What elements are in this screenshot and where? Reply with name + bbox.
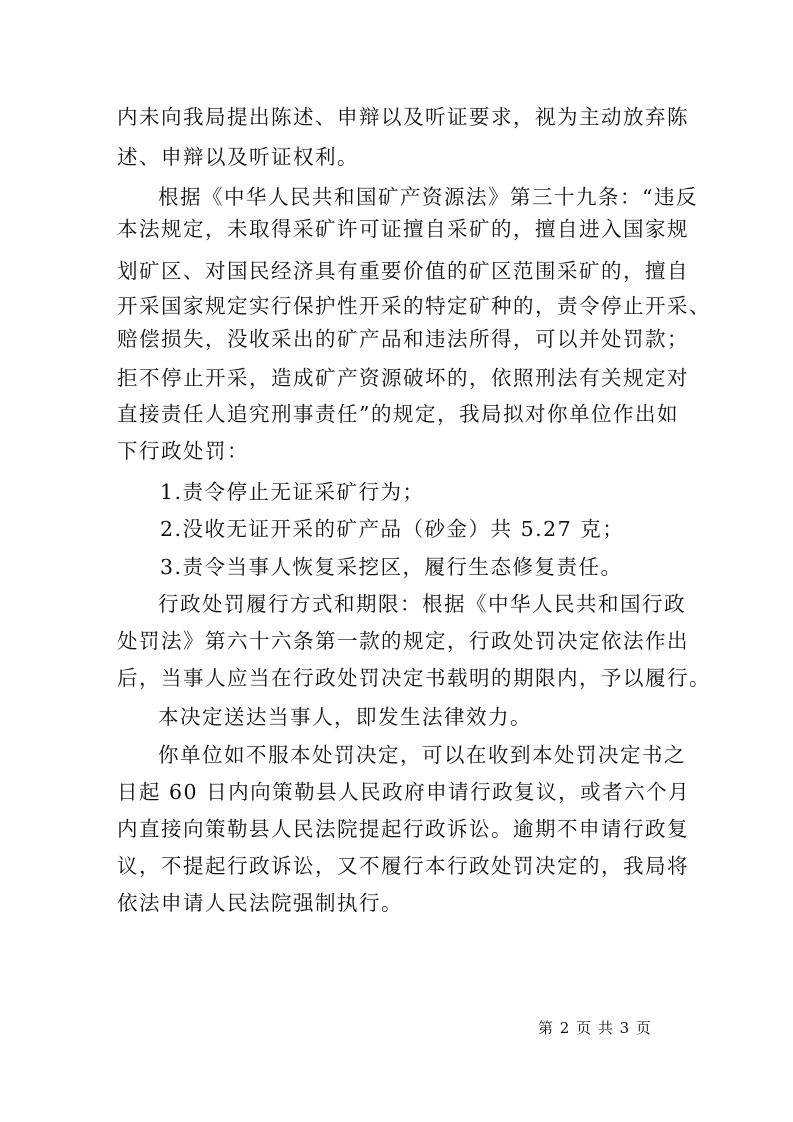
text-line: 直接责任人追究刑事责任”的规定，我局拟对你单位作出如 (117, 402, 679, 426)
text-line: 内直接向策勒县人民法院提起行政诉讼。逾期不申请行政复 (117, 817, 689, 841)
text-line: 赔偿损失，没收采出的矿产品和违法所得，可以并处罚款； (117, 327, 689, 351)
text-line: 述、申辩以及听证权利。 (117, 145, 359, 169)
paragraph-start-line: 本决定送达当事人，即发生法律效力。 (158, 705, 532, 729)
list-item: 1.责令停止无证采矿行为； (160, 480, 425, 504)
text-line: 拒不停止开采，造成矿产资源破坏的，依照刑法有关规定对 (117, 366, 689, 390)
text-line: 依法申请人民法院强制执行。 (117, 891, 403, 915)
text-line: 开采国家规定实行保护性开采的特定矿种的，责令停止开采、 (117, 294, 711, 318)
text-line: 本法规定，未取得采矿许可证擅自采矿的，擅自进入国家规 (117, 217, 689, 241)
text-line: 内未向我局提出陈述、申辩以及听证要求，视为主动放弃陈 (117, 105, 689, 129)
page-number: 第 2 页 共 3 页 (538, 1019, 652, 1037)
text-line: 议，不提起行政诉讼，又不履行本行政处罚决定的，我局将 (117, 854, 689, 878)
paragraph-start-line: 行政处罚履行方式和期限：根据《中华人民共和国行政 (158, 592, 686, 616)
text-line: 日起 60 日内向策勒县人民政府申请行政复议，或者六个月 (117, 780, 691, 804)
list-item: 3.责令当事人恢复采挖区，履行生态修复责任。 (160, 555, 623, 579)
text-line: 处罚法》第六十六条第一款的规定，行政处罚决定依法作出 (117, 629, 689, 653)
paragraph-start-line: 你单位如不服本处罚决定，可以在收到本处罚决定书之 (158, 743, 686, 767)
list-item: 2.没收无证开采的矿产品（砂金）共 5.27 克； (160, 517, 625, 541)
text-line: 划矿区、对国民经济具有重要价值的矿区范围采矿的，擅自 (117, 259, 689, 283)
paragraph-start-line: 根据《中华人民共和国矿产资源法》第三十九条：“违反 (158, 185, 698, 209)
text-line: 后，当事人应当在行政处罚决定书载明的期限内，予以履行。 (117, 666, 711, 690)
text-line: 下行政处罚： (117, 439, 249, 463)
